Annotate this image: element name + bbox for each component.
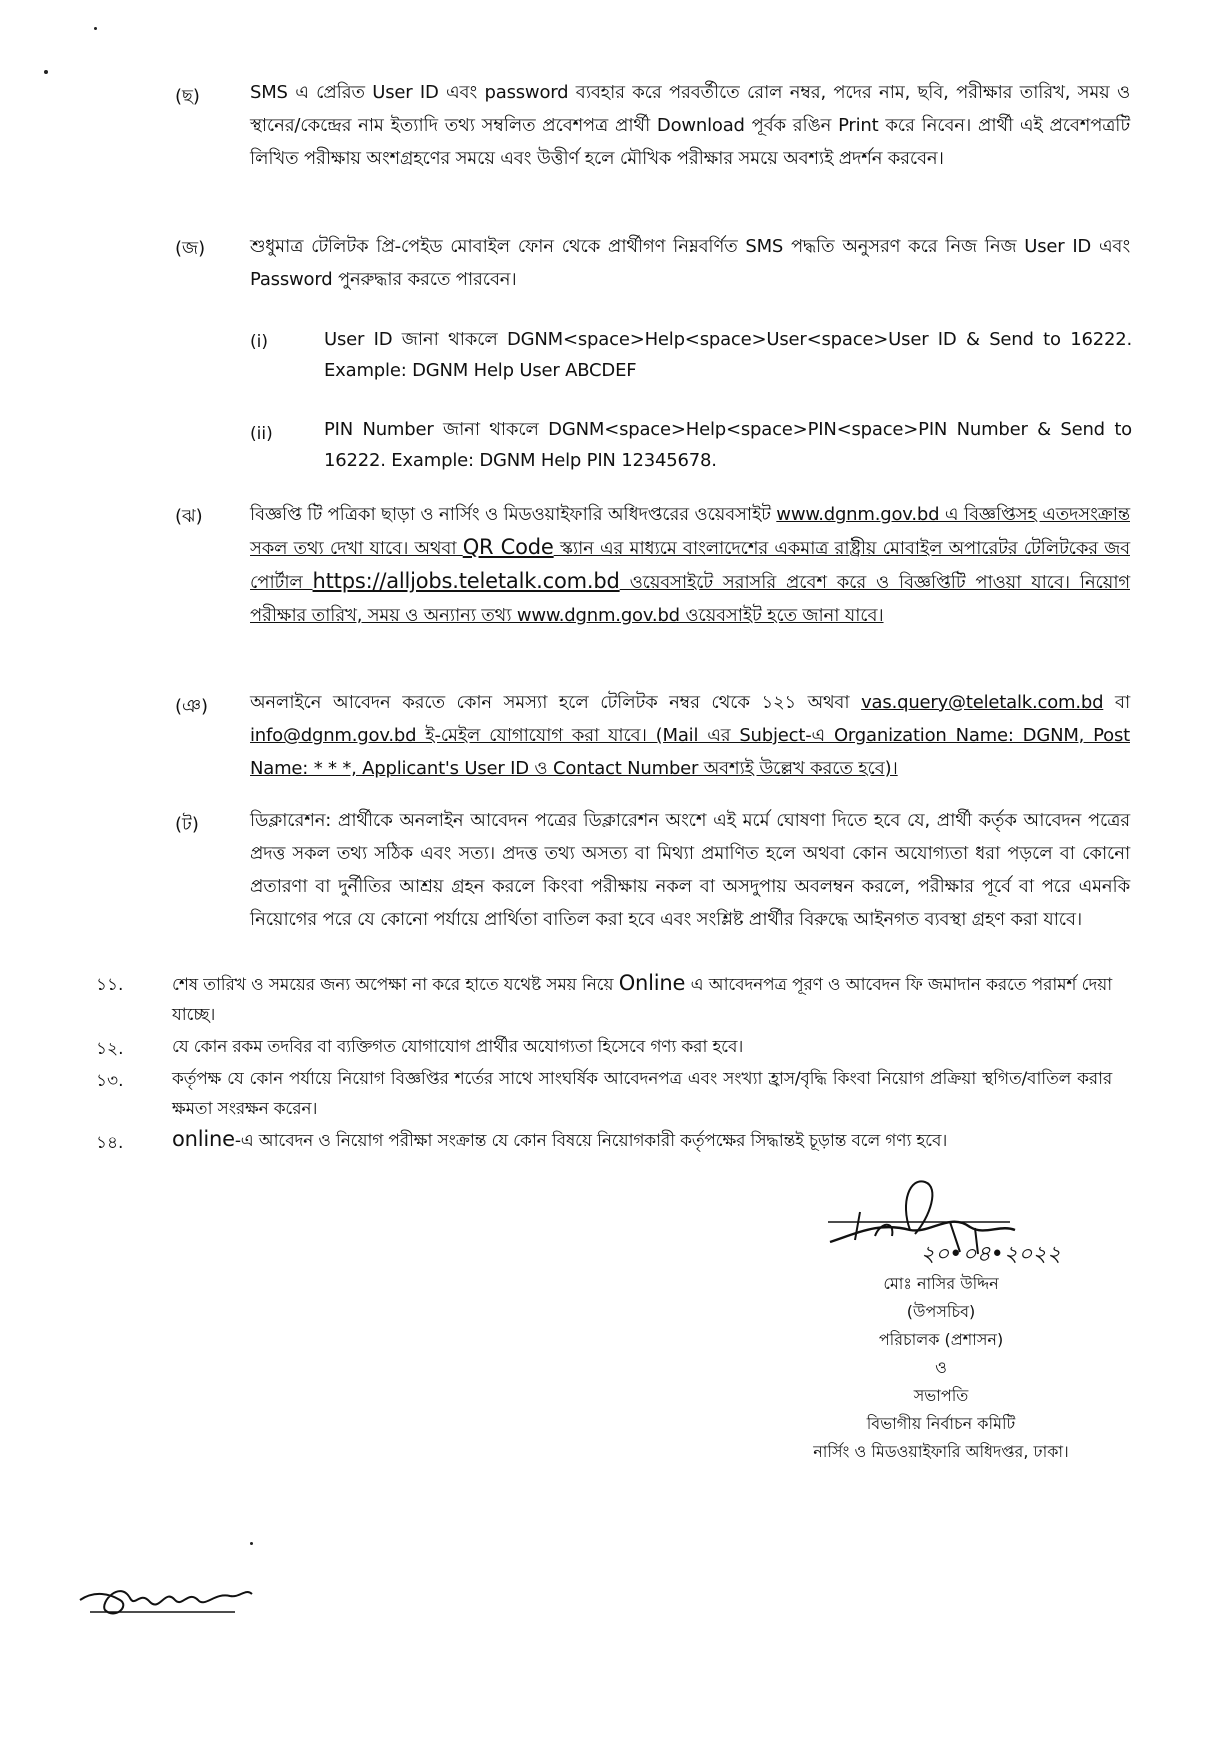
scan-speck [44,70,48,74]
text-run: অনলাইনে আবেদন করতে কোন সমস্যা হলে টেলিটক নম্বর থেকে ১২১ অথবা [250,692,862,713]
clause-text [250,686,1130,785]
text-run: বিজ্ঞপ্তি টি পত্রিকা ছাড়া ও নার্সিং ও মিডওয়াইফারি অধিদপ্তরের ওয়েবসাইট [250,504,777,525]
text-run: SMS এ প্রেরিত User ID এবং password ব্যবহার করে পরবর্তীতে রোল নম্বর, পদের নাম, ছবি, পরীক্ষার তারিখ, সময় ও স্থানের/কেন্দ্রের নাম ইত্যাদি তথ্য সম্বলিত প্রবেশপত্র প্রার্থী Download পূর্বক রঙিন Print করে নিবেন। প্রার্থী এই প্রবেশপত্রটি লিখিত পরীক্ষায় অংশগ্রহণের সময়ে এবং উত্তীর্ণ হলে মৌখিক পরীক্ষার সময়ে অবশ্যই প্রদর্শন করবেন। [250,82,1130,169]
clause-text [250,230,1130,296]
clause-text [250,804,1130,936]
point-label: ১১. [96,975,124,995]
text-run: কর্তৃপক্ষ যে কোন পর্যায়ে নিয়োগ বিজ্ঞপ্তির শর্তের সাথে সাংঘর্ষিক আবেদনপত্র এবং সংখ্যা হ্রাস/বৃদ্ধি কিংবা নিয়োগ প্রক্রিয়া স্থগিত/বাতিল করার ক্ষমতা সংরক্ষন করেন। [172,1069,1112,1119]
clause-text [250,498,1130,632]
text-run: শেষ তারিখ ও সময়ের জন্য অপেক্ষা না করে হাতে যথেষ্ট সময় নিয়ে [172,975,619,995]
clause-label: (ঞ) [175,696,209,717]
qr-code-text: QR Code [462,535,554,559]
text-run: Online [618,971,686,995]
subclause-label: (ii) [250,424,273,444]
text-run: এ আবেদনপত্র পূরণ ও আবেদন ফি জমাদান করতে পরামর্শ দেয়া যাচ্ছে। [172,975,1112,1025]
text-run: যে কোন রকম তদবির বা ব্যক্তিগত যোগাযোগ প্রার্থীর অযোগ্যতা হিসেবে গণ্য করা হবে। [172,1037,744,1057]
text-run: ওয়েবসাইটে সরাসরি প্রবেশ করে ও বিজ্ঞপ্তিটি পাওয়া যাবে। নিয়োগ পরীক্ষার তারিখ, সময় ও অন্যান্য তথ্য www.dgnm.gov.bd ওয়েবসাইট হতে জানা যাবে। [250,572,1130,626]
signature-block [781,1240,1101,1466]
point-label: ১২. [96,1039,124,1059]
scan-speck [94,27,97,30]
scan-speck [250,1542,253,1545]
clause-label: (ছ) [175,86,200,107]
clause-label: (ট) [175,814,199,835]
subclause-text: User ID জানা থাকলে DGNM<space>Help<space>User<space>User ID & Send to 16222. Example: DGNM Help User ABCDEF [324,329,1132,381]
signatory-conjunction: ও [935,1358,947,1377]
point-text [172,1032,1112,1062]
clause-text [250,76,1130,175]
subclause-label: (i) [250,332,268,352]
subclause-text: PIN Number জানা থাকলে DGNM<space>Help<space>PIN<space>PIN Number & Send to 16222. Example: DGNM Help PIN 12345678. [324,419,1132,471]
signature-date: ২০•০৪•২০২২ [920,1242,1061,1267]
committee-name: বিভাগীয় নির্বাচন কমিটি [866,1414,1016,1433]
text-run: www.dgnm.gov.bd এ বিজ্ঞপ্তিসহ এতদসংক্রান্ত সকল তথ্য দেখা যাবে। অথবা [250,504,1130,559]
text-run: ডিক্লারেশন: প্রার্থীকে অনলাইন আবেদন পত্রের ডিক্লারেশন অংশে এই মর্মে ঘোষণা দিতে হবে যে, প্রার্থী কর্তৃক আবেদন পত্রের প্রদত্ত সকল তথ্য সঠিক এবং সত্য। প্রদত্ত তথ্য অসত্য বা মিথ্যা প্রমাণিত হলে অথবা কোন অযোগ্যতা ধরা পড়লে বা কোনো প্রতারণা বা দুর্নীতির আশ্রয় গ্রহন করলে কিংবা পরীক্ষায় নকল বা অসদুপায় অবলম্বন করলে, পরীক্ষার পূর্বে বা পরে এমনকি নিয়োগের পরে যে কোনো পর্যায়ে প্রার্থিতা বাতিল করা হবে এবং সংশ্লিষ্ট প্রার্থীর বিরুদ্ধে আইনগত ব্যবস্থা গ্রহণ করা যাবে। [250,810,1130,930]
text-run: online [172,1127,235,1151]
email-link[interactable]: vas.query@teletalk.com.bd [861,692,1104,713]
alljobs-link[interactable]: https://alljobs.teletalk.com.bd [312,569,620,593]
point-text [172,1064,1112,1124]
initials-signature-mark [70,1560,260,1630]
signatory-designation: পরিচালক (প্রশাসন) [878,1330,1004,1349]
point-label: ১৪. [96,1133,124,1153]
text-run: স্ক্যান এর মাধ্যমে বাংলাদেশের একমাত্র রাষ্ট্রীয় মোবাইল অপারেটর টেলিটকের জব পোর্টাল [250,538,1130,593]
signatory-designation: সভাপতি [913,1386,969,1405]
office-name: নার্সিং ও মিডওয়াইফারি অধিদপ্তর, ঢাকা। [813,1442,1069,1461]
point-text [172,968,1112,1030]
point-text [172,1124,1112,1156]
text-run: -এ আবেদন ও নিয়োগ পরীক্ষা সংক্রান্ত যে কোন বিষয়ে নিয়োগকারী কর্তৃপক্ষের সিদ্ধান্তই চূড়ান্ত বলে গণ্য হবে। [234,1131,948,1151]
signatory-name: মোঃ নাসির উদ্দিন [883,1274,999,1293]
clause-label: (ঝ) [175,506,203,527]
text-run: বা [1103,692,1130,713]
text-run: শুধুমাত্র টেলিটক প্রি-পেইড মোবাইল ফোন থেকে প্রার্থীগণ নিম্নবর্ণিত SMS পদ্ধতি অনুসরণ করে নিজ নিজ User ID এবং Password পুনরুদ্ধার করতে পারবেন। [250,236,1130,290]
signatory-designation: (উপসচিব) [906,1302,976,1321]
text-run: info@dgnm.gov.bd ই-মেইল যোগাযোগ করা যাবে। (Mail এর Subject-এ Organization Name: DGNM, Post Name: * * *, Applicant's User ID ও Contact Number অবশ্যই উল্লেখ করতে হবে)। [250,725,1130,779]
clause-label: (জ) [175,238,206,259]
point-label: ১৩. [96,1071,124,1091]
